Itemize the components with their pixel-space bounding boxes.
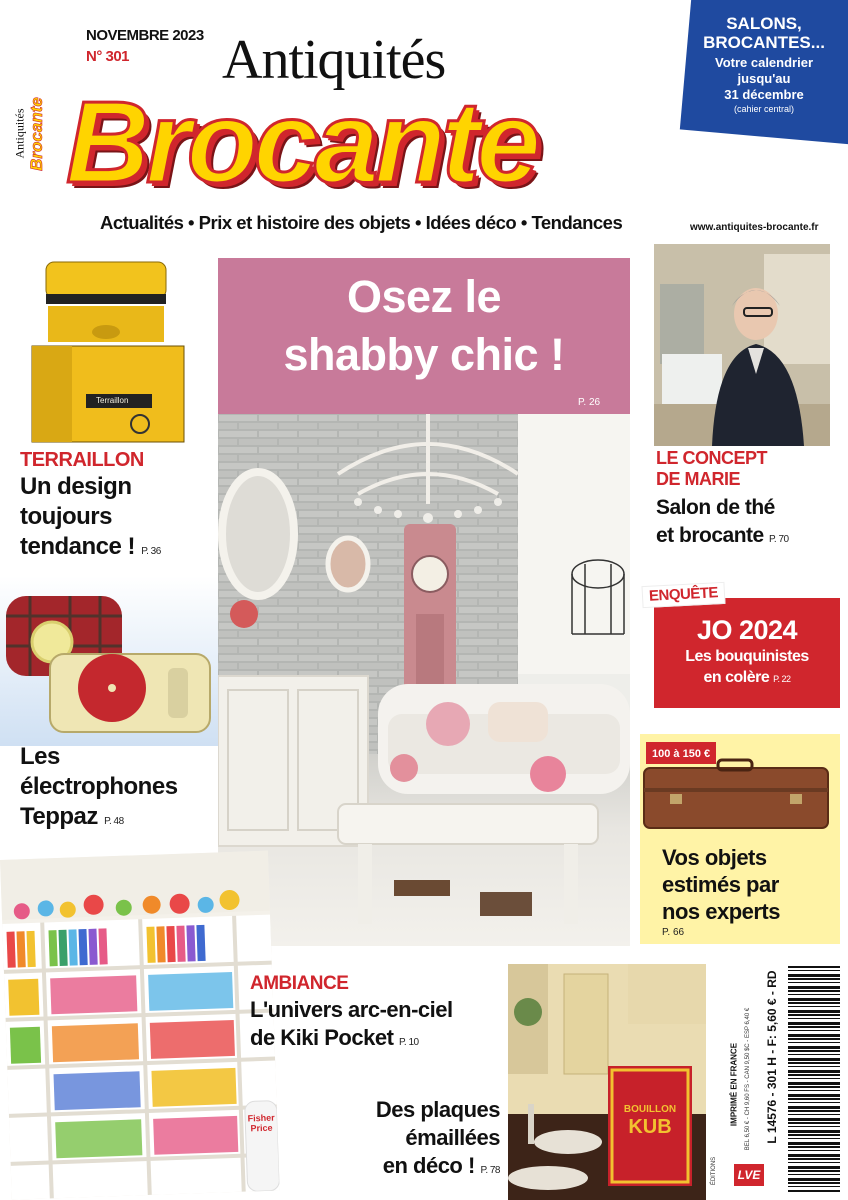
experts-line1: Vos objets — [662, 845, 767, 870]
teppaz-line3 — [20, 802, 178, 837]
terraillon-block — [20, 448, 161, 567]
teppaz-line2: électrophones — [20, 773, 178, 800]
website: www.antiquites-brocante.fr — [690, 222, 819, 233]
experts-page: P. 66 — [662, 927, 685, 938]
coffee-table — [338, 804, 598, 844]
barcode-code: L 14576 - 301 H - F: 5,60 € - RD — [765, 970, 779, 1144]
jo-line2-text: en colère — [703, 669, 770, 686]
plaque-sign-line1: BOUILLON — [623, 1104, 677, 1115]
main-story-line2: shabby chic ! — [283, 329, 565, 380]
teppaz-block — [20, 742, 178, 837]
jo-tag — [641, 582, 725, 608]
promo-line5: 31 décembre — [724, 87, 804, 102]
marie-kicker2: DE MARIE — [656, 469, 741, 489]
promo-line3: Votre calendrier — [714, 55, 814, 70]
kiki-line2-text: de Kiki Pocket — [250, 1025, 394, 1050]
terraillon-line1: Un design — [20, 473, 132, 500]
experts-price-text: 100 à 150 € — [652, 748, 711, 760]
marie-block — [656, 448, 789, 554]
plaques-photo — [508, 964, 706, 1200]
main-photo-art — [218, 414, 630, 946]
teppaz-photo — [0, 576, 218, 746]
promo-text — [692, 14, 836, 116]
marie-line2-text: et brocante — [656, 524, 764, 547]
side-logo-top: Antiquités — [12, 108, 27, 159]
main-story-title — [218, 268, 630, 384]
side-logo — [6, 88, 54, 178]
kiki-line1: L'univers arc-en-ciel — [250, 997, 453, 1022]
plaques-line2: émaillées — [405, 1125, 500, 1150]
marie-line2 — [656, 522, 789, 554]
promo-line1: SALONS, — [726, 14, 802, 33]
terraillon-photo — [28, 258, 190, 448]
promo-note: (cahier central) — [733, 104, 795, 114]
jo-title: JO 2024 — [696, 615, 798, 645]
teppaz-line1: Les — [20, 743, 60, 770]
plaques-line3 — [352, 1152, 500, 1185]
jo-line1: Les bouquinistes — [685, 648, 809, 665]
promo-line4: jusqu'au — [737, 71, 791, 86]
terraillon-box-label: Terraillon — [96, 396, 129, 405]
plaques-line1: Des plaques — [375, 1097, 500, 1122]
jo-line2 — [654, 667, 840, 690]
plaques-page: P. 78 — [480, 1165, 500, 1176]
terraillon-page: P. 36 — [141, 546, 161, 557]
kiki-block — [250, 972, 453, 1057]
kiki-line2 — [250, 1024, 453, 1057]
terraillon-line2: toujours — [20, 503, 112, 530]
barcode-prices: BEL 6,50 € - CH 9,60 FS - CAN 9,50 $C - ESP 6,40 € — [745, 1007, 751, 1151]
kiki-page: P. 10 — [399, 1037, 419, 1048]
issue-date: NOVEMBRE 2023 — [86, 27, 204, 44]
marie-page: P. 70 — [769, 534, 789, 545]
issue-number: N° 301 — [86, 48, 130, 65]
editor-logo: LVE — [734, 1164, 764, 1186]
tagline: Actualités • Prix et histoire des objets • Idées déco • Tendances — [100, 212, 623, 233]
jo-page: P. 22 — [773, 674, 791, 684]
teppaz-line3-text: Teppaz — [20, 803, 98, 830]
terraillon-line3-text: tendance ! — [20, 533, 136, 560]
kiki-kicker: AMBIANCE — [250, 973, 349, 994]
plaques-line3-text: en déco ! — [382, 1153, 475, 1178]
mirror-frame — [222, 472, 294, 596]
masthead-title-top: Antiquités — [222, 29, 446, 91]
side-logo-main: Brocante — [27, 97, 46, 171]
terraillon-kicker: TERRAILLON — [20, 449, 144, 471]
kiki-photo — [0, 851, 280, 1200]
suitcase-photo — [640, 758, 832, 832]
kiki-toy-label: Fisher Price — [247, 1112, 275, 1134]
experts-block — [662, 844, 780, 938]
barcode-editor: ÉDITIONS — [711, 1156, 718, 1186]
marie-photo — [654, 244, 830, 446]
teppaz-page: P. 48 — [104, 816, 124, 827]
barcode-printed: IMPRIMÉ EN FRANCE — [729, 1042, 739, 1127]
promo-line2: BROCANTES... — [703, 33, 825, 52]
plaque-sign — [612, 1104, 688, 1138]
plaque-sign-line2: KUB — [628, 1116, 672, 1138]
plaques-block — [352, 1096, 500, 1185]
barcode-bars — [788, 966, 840, 1192]
main-story-page: P. 26 — [578, 397, 601, 408]
terraillon-line3 — [20, 532, 161, 567]
jo-text — [654, 614, 840, 690]
main-photo — [218, 414, 630, 946]
main-story-line1: Osez le — [346, 271, 502, 322]
jo-tag-text: ENQUÊTE — [648, 584, 719, 605]
masthead-title-main: Brocante — [66, 77, 537, 207]
experts-line3: nos experts — [662, 899, 780, 924]
marie-line1: Salon de thé — [656, 496, 775, 519]
experts-line2: estimés par — [662, 872, 779, 897]
marie-kicker1: LE CONCEPT — [656, 448, 768, 468]
